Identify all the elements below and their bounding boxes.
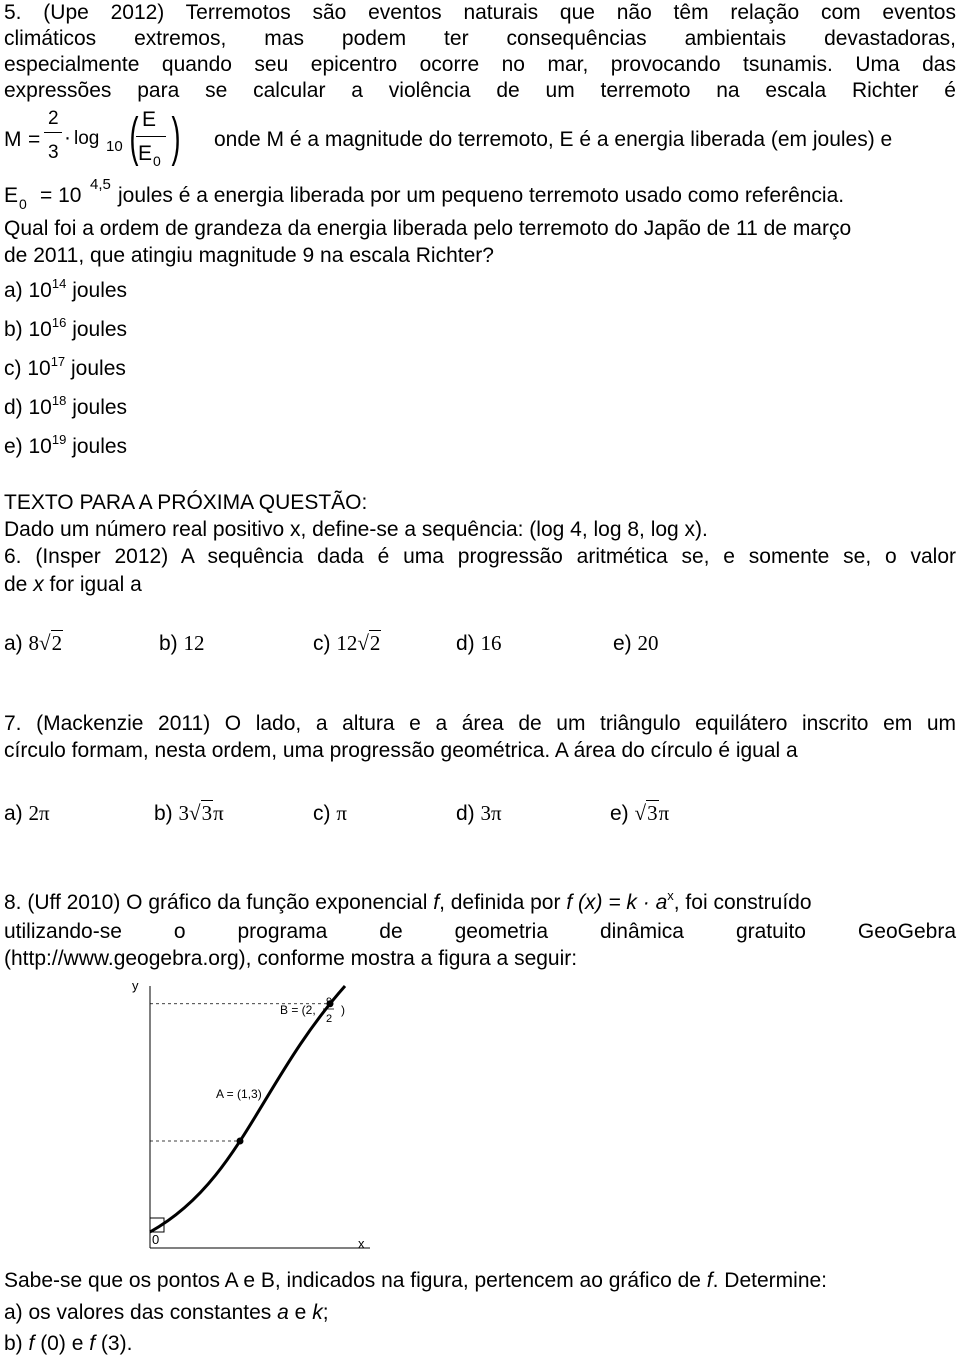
q6-variable-x: x	[33, 573, 44, 596]
q7-option-a-label: a)	[4, 802, 23, 825]
q8-line-1-a: 8. (Uff 2010) O gráfico da função exponencial	[4, 891, 434, 914]
q8-statement-a: Sabe-se que os pontos A e B, indicados na figura, pertencem ao gráfico de	[4, 1269, 707, 1292]
q8-item-b-f1: f	[28, 1332, 35, 1355]
q6-option-a-sqrt: √2	[39, 631, 63, 655]
point-a-label: A = (1,3)	[216, 1087, 262, 1101]
q7-option-b-sqrt: √3	[189, 801, 213, 825]
q5-option-d-exp: 18	[51, 393, 67, 408]
q6-option-b-label: b)	[159, 632, 178, 655]
q6-option-e-label: e)	[613, 632, 632, 655]
q6-option-e-num: 20	[637, 631, 659, 655]
q5-option-e-unit: joules	[72, 435, 128, 458]
q5-question-line-1: Qual foi a ordem de grandeza da energia liberada pelo terremoto do Japão de 11 de março	[4, 217, 852, 240]
q6-option-c-radicand: 2	[369, 631, 381, 655]
q7-option-b-radicand: 3	[201, 801, 213, 825]
formula-arg-num: E	[142, 108, 157, 131]
e0-symbol: E	[4, 184, 19, 207]
q5-line-1: 5. (Upe 2012) Terremotos são eventos naturais que não têm relação com eventos	[4, 1, 956, 24]
q7-option-e-label: e)	[610, 802, 629, 825]
q5-line-3: especialmente quando seu epicentro ocorre no mar, provocando tsunamis. Uma das	[4, 53, 956, 76]
q5-option-e-base: e) 10	[4, 435, 52, 458]
q7-option-e-pi: π	[658, 801, 670, 825]
formula-rparen: )	[171, 107, 181, 167]
q8-line-1-b: , definida por	[439, 891, 567, 914]
q6-option-d-label: d)	[456, 632, 475, 655]
q5-option-e-exp: 19	[51, 432, 67, 447]
q8-line-1-c: , foi construído	[673, 891, 812, 914]
q6-line-1: 6. (Insper 2012) A sequência dada é uma progressão aritmética se, e somente se, o valor	[4, 545, 956, 568]
formula-frac-num: 2	[48, 108, 59, 129]
q7-option-a-value: 2π	[28, 801, 50, 825]
e0-formula	[4, 176, 114, 212]
q5-option-d-base: d) 10	[4, 396, 52, 419]
q8-item-b-f2: f	[89, 1332, 96, 1355]
e0-subscript: 0	[19, 196, 27, 212]
e0-exponent: 4,5	[90, 176, 111, 193]
q7-option-b-num: 3	[178, 801, 190, 825]
q8-line-1	[4, 890, 956, 918]
q7-option-e-sqrt: √3	[634, 801, 658, 825]
q5-option-d-unit: joules	[72, 396, 128, 419]
q6-option-e	[613, 630, 659, 657]
q7-option-b	[154, 800, 224, 827]
exponential-graph	[120, 972, 380, 1260]
q7-option-e	[610, 800, 669, 827]
q8-item-b-3: (3).	[95, 1332, 133, 1355]
q8-line-3: (http://www.geogebra.org), conforme mostra a figura a seguir:	[4, 947, 578, 970]
q5-option-b-base: b) 10	[4, 318, 52, 341]
q8-item-b-2: (0) e	[34, 1332, 90, 1355]
q6-option-a-radicand: 2	[51, 631, 63, 655]
x-axis-label: x	[358, 1236, 365, 1251]
formula-dot: ·	[64, 126, 71, 149]
y-axis-label: y	[132, 978, 139, 993]
q8-statement-f: f	[706, 1269, 713, 1292]
origin-label: 0	[152, 1232, 160, 1247]
q8-statement-b: . Determine:	[712, 1269, 828, 1292]
q6-option-a-label: a)	[4, 632, 23, 655]
formula-arg-den: E	[138, 142, 153, 165]
q7-option-e-radicand: 3	[647, 801, 658, 825]
q7-option-b-label: b)	[154, 802, 173, 825]
q8-item-a-var-a: a	[277, 1301, 289, 1324]
point-a	[237, 1138, 244, 1145]
q5-option-d	[4, 395, 127, 423]
exponential-curve	[150, 986, 345, 1232]
q5-line-4: expressões para se calcular a violência de um terremoto na escala Richter é	[4, 79, 956, 102]
q7-option-d	[456, 800, 502, 827]
q7-option-a	[4, 800, 50, 827]
q7-option-b-pi: π	[213, 801, 224, 825]
q5-option-a-exp: 14	[51, 276, 67, 291]
q6-option-c-num: 12	[336, 631, 358, 655]
formula-frac-bar	[44, 132, 62, 133]
formula-lparen: (	[129, 107, 139, 167]
q5-line-2: climáticos extremos, mas podem ter consequências ambientais devastadoras,	[4, 27, 956, 50]
formula-lhs: M	[4, 128, 22, 151]
q5-option-c-exp: 17	[50, 354, 66, 369]
q6-option-b-num: 12	[183, 631, 205, 655]
q6-line-2-a: de	[4, 573, 34, 596]
q5-question-line-2: de 2011, que atingiu magnitude 9 na escala Richter?	[4, 244, 494, 267]
q5-option-a-unit: joules	[72, 279, 128, 302]
q6-option-d	[456, 630, 502, 657]
q8-item-a-1: a) os valores das constantes	[4, 1301, 278, 1324]
q5-option-a	[4, 278, 127, 306]
formula-arg-bar	[136, 136, 166, 137]
q6-option-c	[313, 630, 381, 657]
q8-function-exp: x	[667, 888, 674, 903]
q7-option-c-label: c)	[313, 802, 331, 825]
q8-item-a-3: ;	[322, 1301, 329, 1324]
q7-option-d-label: d)	[456, 802, 475, 825]
q7-line-2: círculo formam, nesta ordem, uma progressão geométrica. A área do círculo é igual a	[4, 739, 798, 762]
q5-option-b-exp: 16	[51, 315, 67, 330]
formula-log: log	[74, 128, 100, 149]
q7-option-c	[313, 800, 347, 827]
q5-e0-text: joules é a energia liberada por um pequeno terremoto usado como referência.	[118, 184, 845, 207]
q5-option-c-unit: joules	[71, 357, 126, 380]
q8-function-def: f (x) = k · a	[566, 891, 668, 914]
point-b-label-suffix: )	[341, 1003, 345, 1017]
formula-arg-den-sub: 0	[153, 153, 161, 169]
point-b-label-den: 2	[326, 1013, 333, 1025]
q5-option-c-base: c) 10	[4, 357, 51, 380]
q6-line-2-b: for igual a	[43, 573, 142, 596]
formula-eq: =	[28, 128, 41, 151]
q8-item-a	[4, 1300, 956, 1326]
q6-line-2	[4, 572, 956, 598]
q8-statement	[4, 1268, 956, 1294]
q7-option-c-value: π	[336, 801, 347, 825]
q5-option-c	[4, 356, 126, 384]
q6-option-b	[159, 630, 205, 657]
q8-f: f	[433, 891, 440, 914]
q8-line-2: utilizando-se o programa de geometria dinâmica gratuito GeoGebra	[4, 920, 956, 943]
formula-frac-den: 3	[48, 142, 59, 163]
point-b-label-num: 9	[326, 996, 333, 1008]
q5-option-b	[4, 317, 127, 345]
texto-body: Dado um número real positivo x, define-se a sequência: (log 4, log 8, log x).	[4, 518, 708, 541]
e0-equals: = 10	[40, 184, 82, 207]
texto-title: TEXTO PARA A PRÓXIMA QUESTÃO:	[4, 491, 368, 514]
q8-item-b-1: b)	[4, 1332, 29, 1355]
q6-option-a	[4, 630, 63, 657]
point-b-label-prefix: B = (2,	[280, 1003, 316, 1017]
q6-option-c-sqrt: √2	[357, 631, 381, 655]
q5-option-e	[4, 434, 127, 462]
q7-line-1: 7. (Mackenzie 2011) O lado, a altura e a área de um triângulo equilátero inscrito em um	[4, 712, 956, 735]
q5-option-b-unit: joules	[72, 318, 128, 341]
q5-option-a-base: a) 10	[4, 279, 52, 302]
q6-option-c-label: c)	[313, 632, 331, 655]
q5-formula-text: onde M é a magnitude do terremoto, E é a energia liberada (em joules) e	[214, 128, 893, 151]
q7-option-d-value: 3π	[480, 801, 502, 825]
richter-formula	[4, 108, 204, 172]
q6-option-d-num: 16	[480, 631, 502, 655]
q8-item-b	[4, 1331, 956, 1357]
q8-item-a-2: e	[288, 1301, 313, 1324]
q6-option-a-num: 8	[28, 631, 40, 655]
q8-item-a-var-k: k	[312, 1301, 323, 1324]
formula-log-base: 10	[106, 138, 123, 155]
